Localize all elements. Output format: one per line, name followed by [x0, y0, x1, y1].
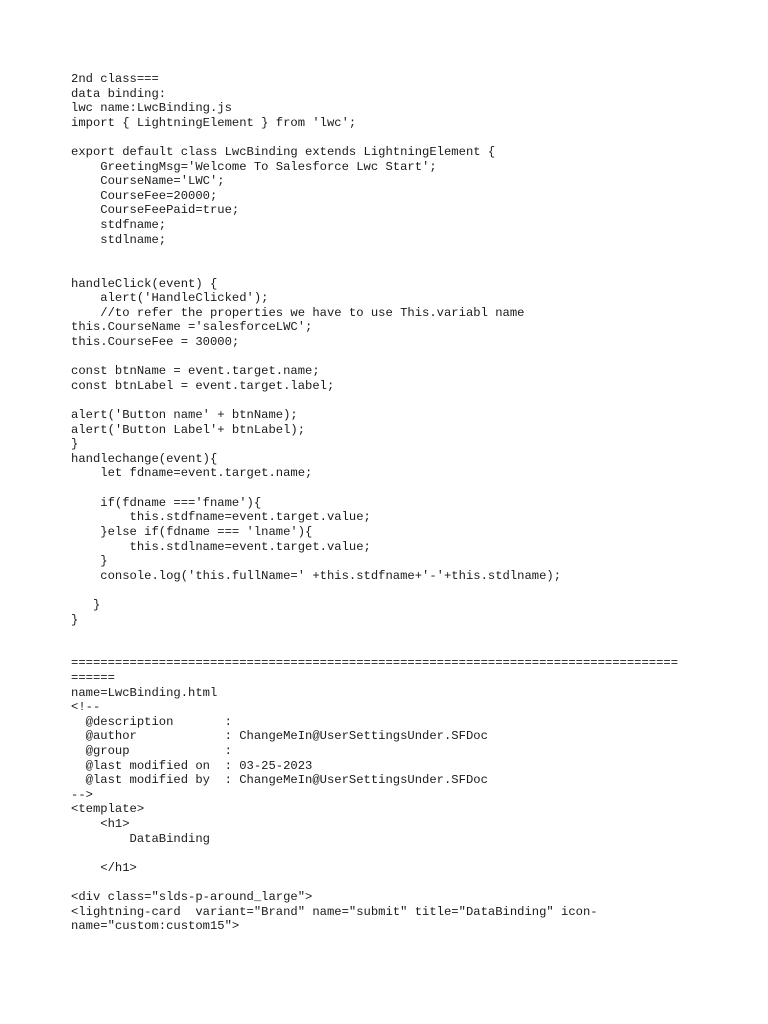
- code-line: </h1>: [71, 860, 137, 875]
- code-line: export default class LwcBinding extends LightningElement {: [71, 145, 496, 160]
- code-line: CourseFee=20000;: [71, 188, 218, 203]
- code-line: <template>: [71, 802, 145, 817]
- code-line: @group :: [71, 744, 232, 759]
- code-line: alert('HandleClicked');: [71, 291, 269, 306]
- code-line: [71, 642, 731, 657]
- code-line: lwc name:LwcBinding.js: [71, 101, 232, 116]
- code-line: GreetingMsg='Welcome To Salesforce Lwc Start';: [71, 159, 437, 174]
- code-line: alert('Button Label'+ btnLabel);: [71, 422, 306, 437]
- code-line: <!--: [71, 700, 101, 715]
- code-line: alert('Button name' + btnName);: [71, 408, 298, 423]
- code-line: [71, 393, 731, 408]
- code-line: [71, 350, 731, 365]
- code-line: handlechange(event){: [71, 451, 218, 466]
- code-line: this.stdlname=event.target.value;: [71, 539, 371, 554]
- code-line: <lightning-card variant="Brand" name="submit" title="DataBinding" icon-: [71, 904, 598, 919]
- code-line: stdfname;: [71, 218, 167, 233]
- code-line: }: [71, 554, 108, 569]
- code-line: this.stdfname=event.target.value;: [71, 510, 371, 525]
- code-line: [71, 481, 731, 496]
- code-line: 2nd class===: [71, 72, 159, 86]
- code-line: console.log('this.fullName=' +this.stdfname+'-'+this.stdlname);: [71, 568, 562, 583]
- code-line: [71, 130, 731, 145]
- code-line: [71, 247, 731, 262]
- code-line: [71, 876, 731, 891]
- code-line: handleClick(event) {: [71, 276, 218, 291]
- code-line: data binding:: [71, 86, 167, 101]
- code-text-block: [71, 72, 731, 934]
- code-line: this.CourseName ='salesforceLWC';: [71, 320, 313, 335]
- code-line: }: [71, 612, 79, 627]
- code-line: CourseName='LWC';: [71, 174, 225, 189]
- code-line: }: [71, 597, 101, 612]
- code-line: if(fdname ==='fname'){: [71, 495, 262, 510]
- code-line: const btnName = event.target.name;: [71, 364, 320, 379]
- code-line: [71, 583, 731, 598]
- code-line: DataBinding: [71, 831, 210, 846]
- code-line: @description :: [71, 714, 232, 729]
- code-line: [71, 262, 731, 277]
- code-line: <div class="slds-p-around_large">: [71, 890, 313, 905]
- code-line: //to refer the properties we have to use This.variabl name: [71, 305, 525, 320]
- code-line: ======: [71, 670, 115, 685]
- code-line: -->: [71, 787, 93, 802]
- code-line: @last modified by : ChangeMeIn@UserSettingsUnder.SFDoc: [71, 773, 488, 788]
- code-line: import { LightningElement } from 'lwc';: [71, 115, 357, 130]
- code-line: const btnLabel = event.target.label;: [71, 378, 335, 393]
- code-line: CourseFeePaid=true;: [71, 203, 240, 218]
- code-line: name=LwcBinding.html: [71, 685, 218, 700]
- code-line: ===================================================================================: [71, 656, 679, 671]
- code-line: @last modified on : 03-25-2023: [71, 758, 313, 773]
- code-line: [71, 846, 731, 861]
- code-line: [71, 627, 731, 642]
- code-line: @author : ChangeMeIn@UserSettingsUnder.SFDoc: [71, 729, 488, 744]
- code-line: <h1>: [71, 817, 130, 832]
- code-line: name="custom:custom15">: [71, 919, 240, 934]
- code-line: stdlname;: [71, 232, 167, 247]
- code-line: this.CourseFee = 30000;: [71, 334, 240, 349]
- code-line: }: [71, 437, 79, 452]
- code-line: let fdname=event.target.name;: [71, 466, 313, 481]
- code-line: }else if(fdname === 'lname'){: [71, 524, 313, 539]
